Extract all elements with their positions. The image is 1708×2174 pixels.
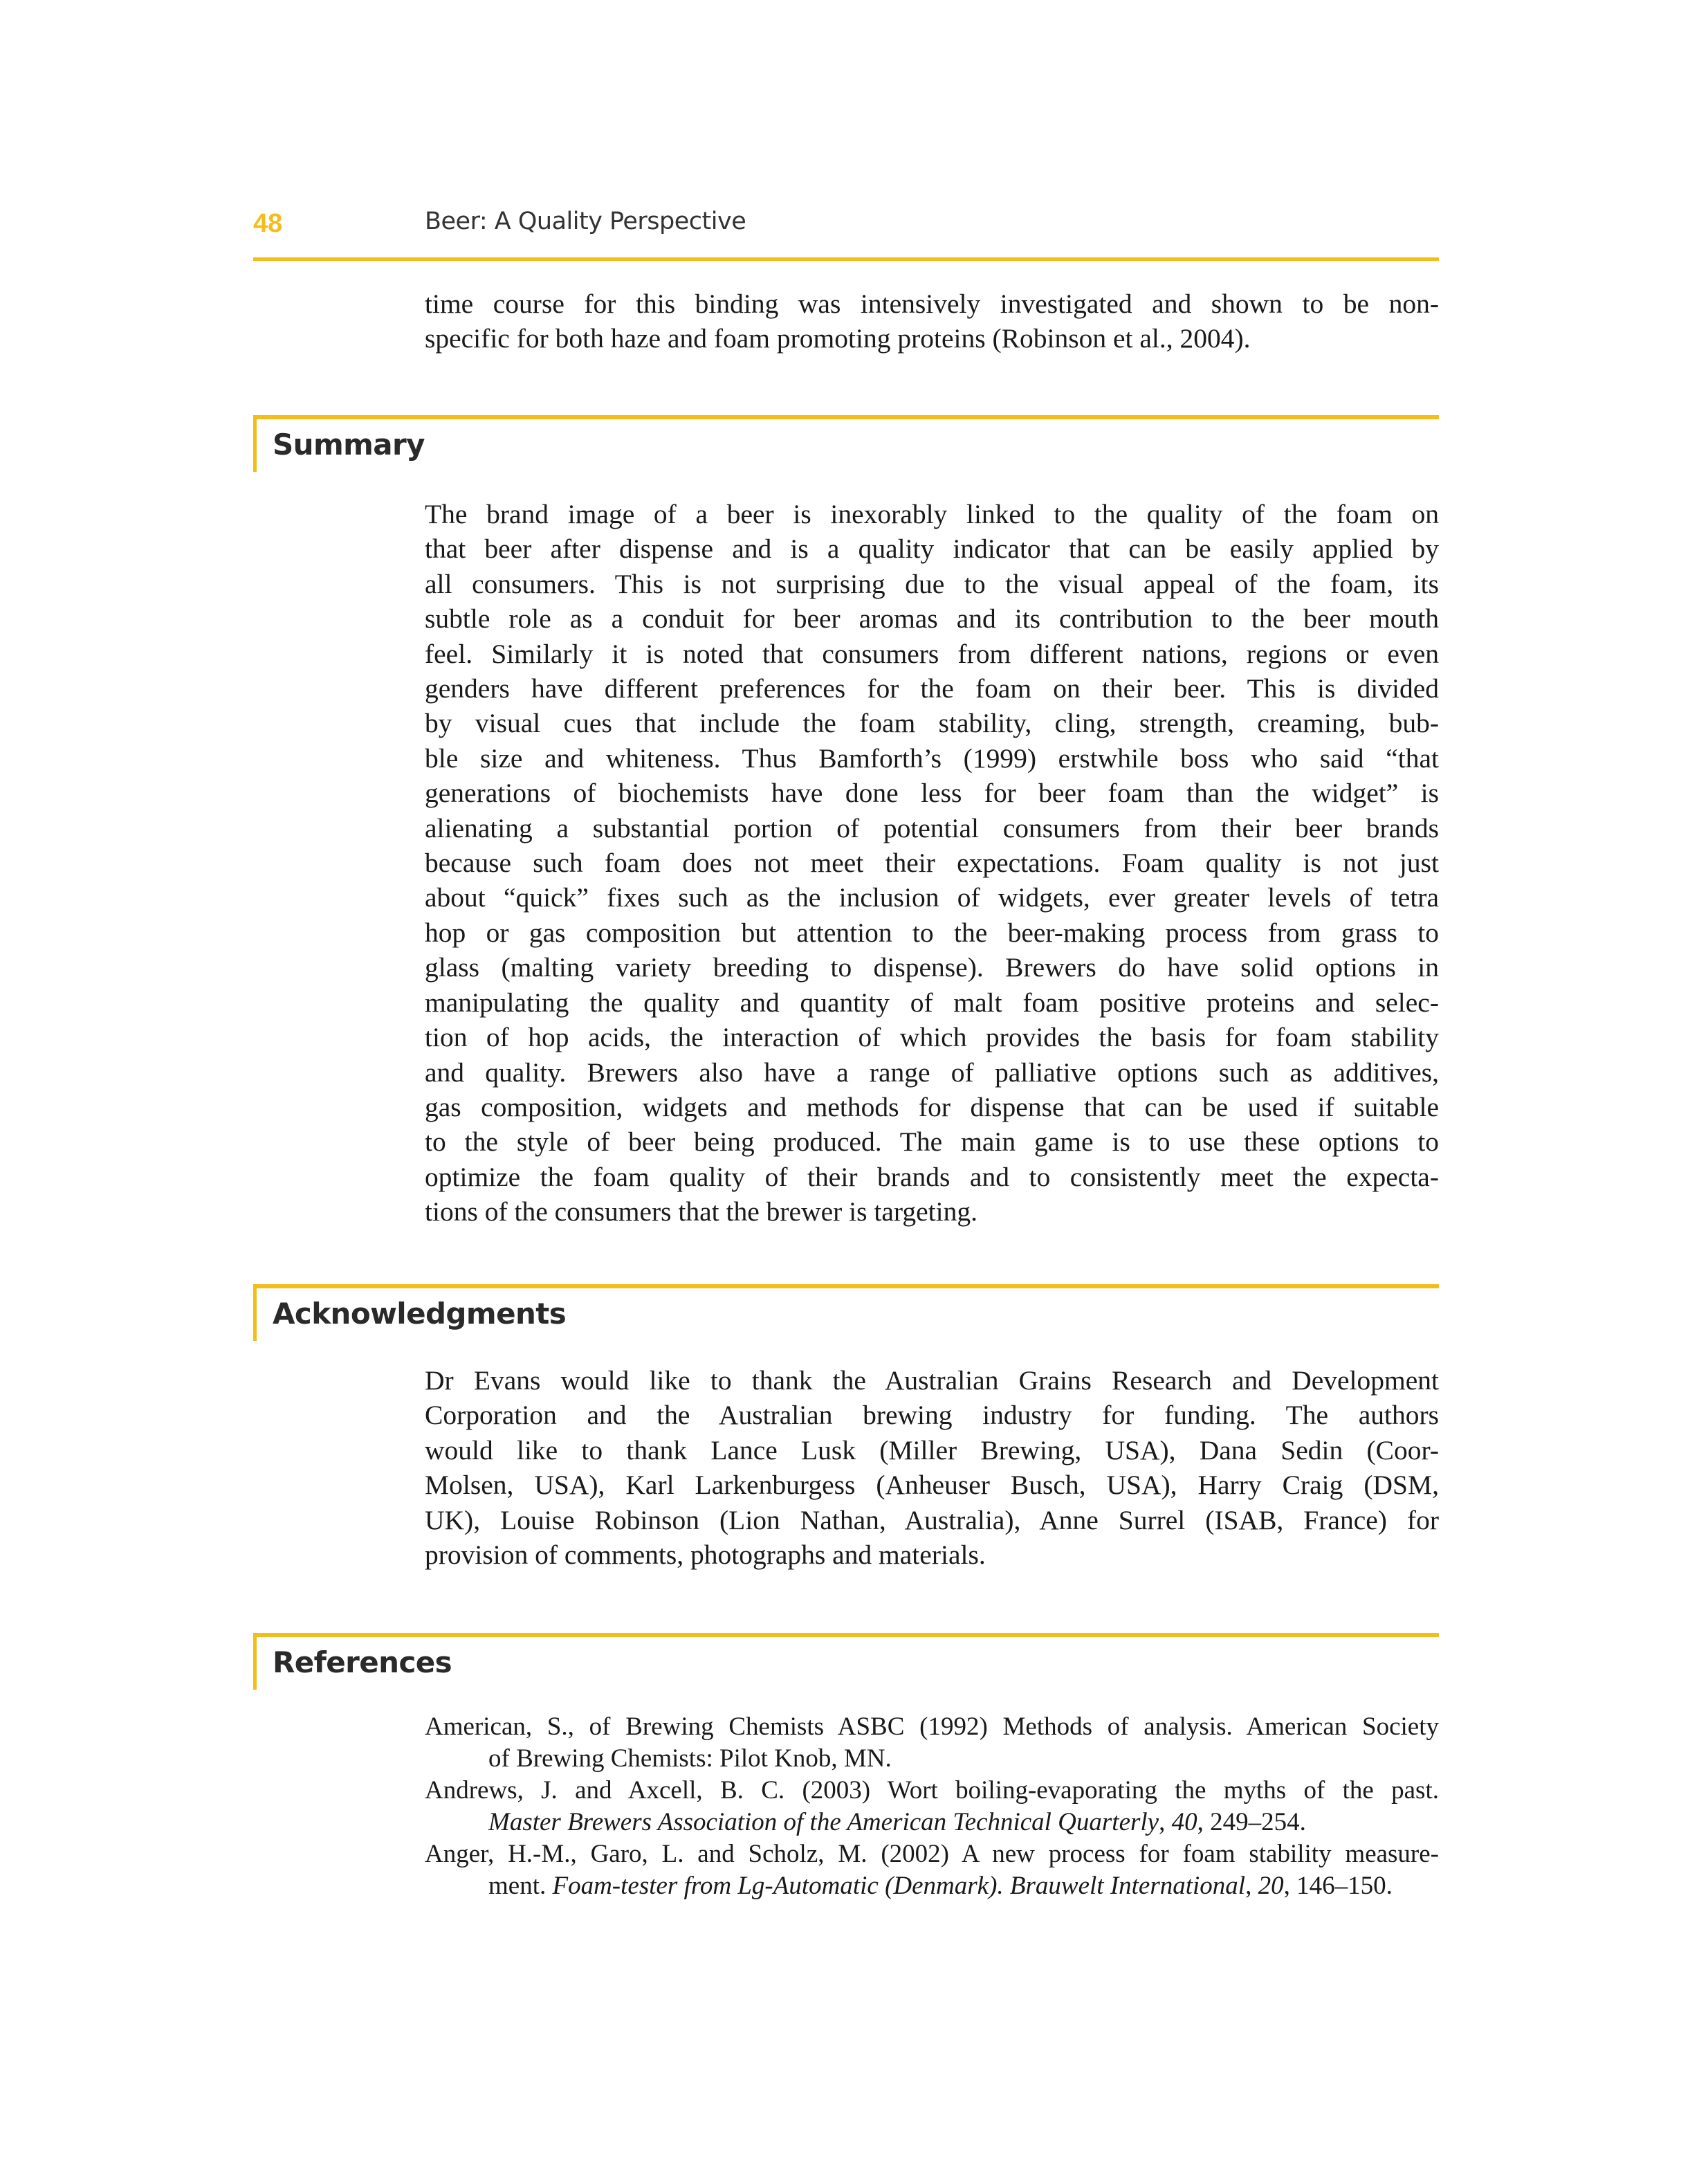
summary-line: gas composition, widgets and methods for dispense that can be used if suitable <box>425 1091 1439 1122</box>
reference-journal: Master Brewers Association of the American Technical Quarterly <box>488 1808 1159 1836</box>
summary-line: alienating a substantial portion of potential consumers from their beer brands <box>425 812 1439 843</box>
summary-line: because such foam does not meet their expectations. Foam quality is not just <box>425 848 1439 879</box>
summary-line: manipulating the quality and quantity of malt foam positive proteins and selec- <box>425 987 1439 1018</box>
intro-paragraph <box>425 286 1439 356</box>
summary-line: ble size and whiteness. Thus Bamforth’s (1999) erstwhile boss who said “that <box>425 742 1439 774</box>
acknowledgments-paragraph <box>425 1363 1439 1572</box>
intro-line: specific for both haze and foam promoting proteins (Robinson et al., 2004). <box>425 323 1251 354</box>
section-rule <box>253 415 1439 419</box>
page-number: 48 <box>253 209 283 238</box>
summary-line: to the style of beer being produced. The main game is to use these options to <box>425 1126 1439 1158</box>
reference-entry <box>425 1711 1439 1775</box>
acknowledgments-line: UK), Louise Robinson (Lion Nathan, Australia), Anne Surrel (ISAB, France) for <box>425 1504 1439 1535</box>
reference-line <box>425 1870 1439 1902</box>
reference-journal: Foam-tester from Lg-Automatic (Denmark). Brauwelt International <box>552 1872 1246 1900</box>
summary-line: about “quick” fixes such as the inclusion of widgets, ever greater levels of tetra <box>425 882 1439 913</box>
reference-volume: 40 <box>1171 1808 1197 1836</box>
reference-line: American, S., of Brewing Chemists ASBC (1992) Methods of analysis. American Society <box>425 1712 1439 1741</box>
summary-line: that beer after dispense and is a quality indicator that can be easily applied by <box>425 533 1439 565</box>
section-heading-references: References <box>273 1645 452 1679</box>
summary-line: generations of biochemists have done less for beer foam than the widget” is <box>425 778 1439 809</box>
reference-line <box>425 1743 1439 1775</box>
reference-line <box>425 1807 1439 1838</box>
section-rule <box>253 1284 1439 1288</box>
section-bar <box>253 415 257 472</box>
reference-separator: , <box>1245 1872 1258 1900</box>
acknowledgments-line: provision of comments, photographs and materials. <box>425 1540 986 1571</box>
summary-line: by visual cues that include the foam stability, cling, strength, creaming, bub- <box>425 708 1439 739</box>
reference-pages: , 249–254. <box>1197 1808 1306 1836</box>
summary-line: tions of the consumers that the brewer is targeting. <box>425 1196 977 1227</box>
reference-text: of Brewing Chemists: Pilot Knob, MN. <box>488 1744 892 1773</box>
section-rule <box>253 1633 1439 1637</box>
reference-line: Anger, H.-M., Garo, L. and Scholz, M. (2002) A new process for foam stability measure- <box>425 1840 1439 1868</box>
summary-line: hop or gas composition but attention to the beer-making process from grass to <box>425 917 1439 948</box>
section-bar <box>253 1284 257 1341</box>
acknowledgments-line: Molsen, USA), Karl Larkenburgess (Anheuser Busch, USA), Harry Craig (DSM, <box>425 1470 1439 1501</box>
summary-paragraph <box>425 497 1439 1230</box>
acknowledgments-line: Corporation and the Australian brewing industry for funding. The authors <box>425 1400 1439 1431</box>
summary-line: feel. Similarly it is noted that consumers from different nations, regions or even <box>425 638 1439 669</box>
summary-line: subtle role as a conduit for beer aromas and its contribution to the beer mouth <box>425 603 1439 634</box>
reference-list <box>425 1711 1439 1902</box>
reference-text: ment. <box>488 1872 553 1900</box>
summary-line: all consumers. This is not surprising due to the visual appeal of the foam, its <box>425 568 1439 599</box>
summary-line: The brand image of a beer is inexorably linked to the quality of the foam on <box>425 499 1439 529</box>
acknowledgments-line: Dr Evans would like to thank the Australian Grains Research and Development <box>425 1365 1439 1396</box>
reference-separator: , <box>1159 1808 1172 1836</box>
reference-volume: 20 <box>1258 1872 1284 1900</box>
reference-entry <box>425 1838 1439 1902</box>
header-rule <box>253 257 1439 261</box>
section-heading-summary: Summary <box>273 428 425 462</box>
running-head <box>253 205 1439 263</box>
reference-line: Andrews, J. and Axcell, B. C. (2003) Wort boiling-evaporating the myths of the past. <box>425 1776 1439 1805</box>
acknowledgments-line: would like to thank Lance Lusk (Miller Brewing, USA), Dana Sedin (Coor- <box>425 1434 1439 1465</box>
summary-line: and quality. Brewers also have a range of palliative options such as additives, <box>425 1057 1439 1088</box>
summary-line: glass (malting variety breeding to dispense). Brewers do have solid options in <box>425 952 1439 983</box>
section-heading-acknowledgments: Acknowledgments <box>273 1297 567 1331</box>
summary-line: tion of hop acids, the interaction of which provides the basis for foam stability <box>425 1022 1439 1053</box>
section-bar <box>253 1633 257 1690</box>
summary-line: optimize the foam quality of their brands and to consistently meet the expecta- <box>425 1161 1439 1192</box>
reference-entry <box>425 1775 1439 1838</box>
intro-line: time course for this binding was intensively investigated and shown to be non- <box>425 289 1439 319</box>
reference-pages: , 146–150. <box>1283 1872 1393 1900</box>
running-title: Beer: A Quality Perspective <box>425 208 746 235</box>
summary-line: genders have different preferences for the foam on their beer. This is divided <box>425 673 1439 704</box>
